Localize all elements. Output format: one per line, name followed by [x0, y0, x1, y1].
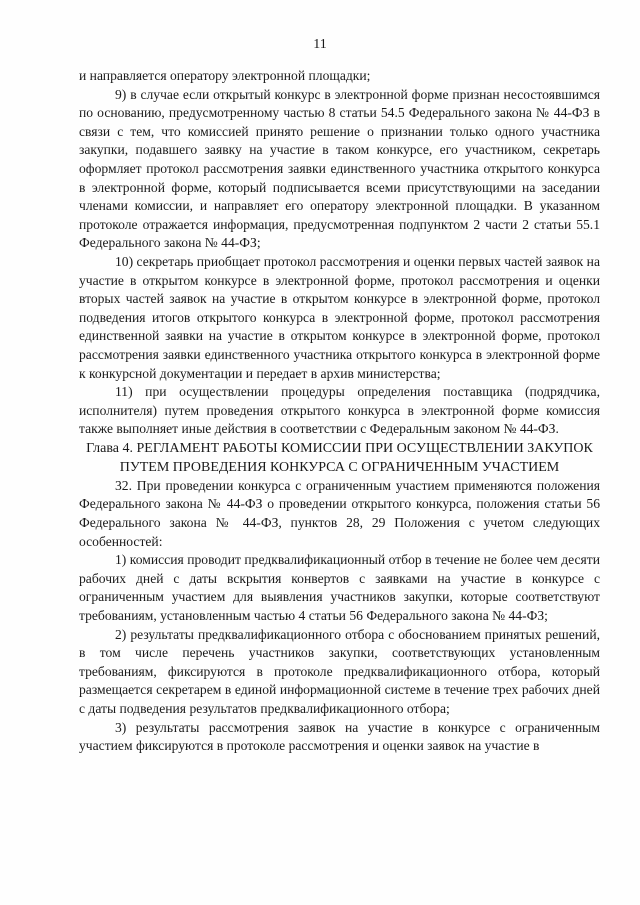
- page-number: 11: [313, 37, 327, 52]
- paragraph-item-11: 11) при осуществлении процедуры определения поставщика (подрядчика, исполнителя) путем проведения открытого конкурса в электронной форме комиссия также выполняет иные действия в соответствии с Федеральным законом № 44-ФЗ.: [79, 384, 600, 437]
- document-body: [79, 67, 600, 756]
- paragraph-clause-32: 32. При проведении конкурса с ограниченным участием применяются положения Федерального закона № 44-ФЗ о проведении открытого конкурса, положения статьи 56 Федерального закона № 44-ФЗ, пунктов 28, 29 Положения с учетом следующих особенностей:: [79, 477, 600, 549]
- paragraph-subitem-1: 1) комиссия проводит предквалификационный отбор в течение не более чем десяти рабочих дней с даты вскрытия конвертов с заявками на участие в конкурсе с ограниченным участием для выявления участников закупки, которые соответствуют требованиям, установленным частью 4 статьи 56 Федерального закона № 44-ФЗ;: [79, 552, 600, 624]
- paragraph-subitem-3: 3) результаты рассмотрения заявок на участие в конкурсе с ограниченным участием фиксируются в протоколе рассмотрения и оценки заявок на участие в: [79, 719, 600, 754]
- paragraph-item-9: 9) в случае если открытый конкурс в электронной форме признан несостоявшимся по основанию, предусмотренному частью 8 статьи 54.5 Федерального закона № 44-ФЗ в связи с тем, что комиссией принято решение о признании только одного участника закупки, подавшего заявку на участие в таком конкурсе, его участником, секретарь оформляет протокол рассмотрения заявки единственного участника открытого конкурса в электронной форме, который подписывается всеми присутствующими на заседании членами комиссии, и направляет его оператору электронной площадки. В указанном протоколе отражается информация, предусмотренная подпунктом 2 части 2 статьи 55.1 Федерального закона № 44-ФЗ;: [79, 86, 600, 251]
- paragraph-subitem-2: 2) результаты предквалификационного отбора с обоснованием принятых решений, в том числе перечень участников закупки, соответствующих установленным требованиям, фиксируются в протоколе предквалификационного отбора, который размещается секретарем в единой информационной системе в течение трех рабочих дней с даты подведения результатов предквалификационного отбора;: [79, 626, 600, 716]
- paragraph-continuation: и направляется оператору электронной площадки;: [79, 68, 371, 83]
- paragraph-item-10: 10) секретарь приобщает протокол рассмотрения и оценки первых частей заявок на участие в открытом конкурсе в электронной форме, протокол рассмотрения и оценки вторых частей заявок на участие в открытом конкурсе в электронной форме, протокол подведения итогов открытого конкурса в электронной форме, протокол рассмотрения единственной заявки на участие в открытом конкурсе в электронной форме, протокол рассмотрения заявки единственного участника открытого конкурса в электронной форме к конкурсной документации и передает в архив министерства;: [79, 253, 600, 381]
- chapter-heading: Глава 4. РЕГЛАМЕНТ РАБОТЫ КОМИССИИ ПРИ ОСУЩЕСТВЛЕНИИ ЗАКУПОК ПУТЕМ ПРОВЕДЕНИЯ КОНКУРСА С ОГРАНИЧЕННЫМ УЧАСТИЕМ: [86, 440, 593, 475]
